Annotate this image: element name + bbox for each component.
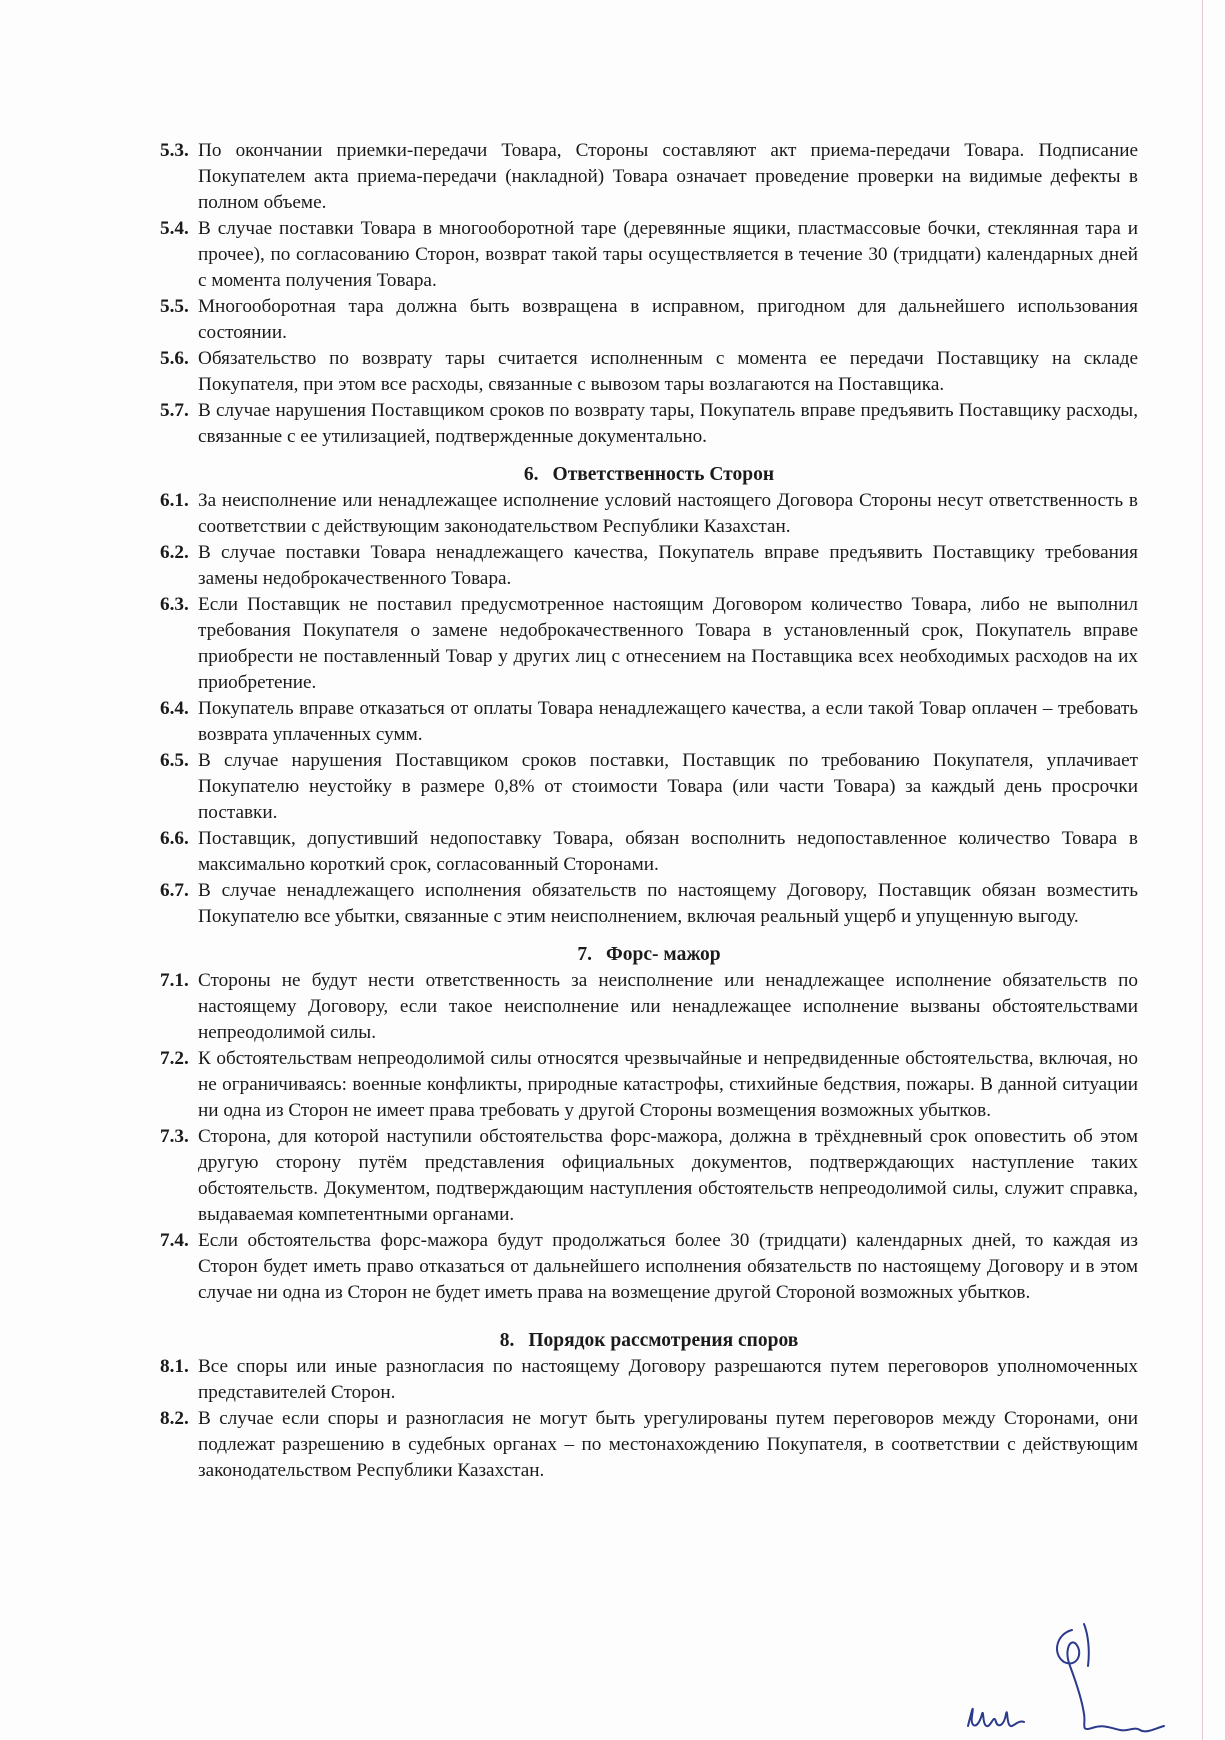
clause-text: Стороны не будут нести ответственность за неисполнение или ненадлежащее исполнение обязательств по настоящему Договору, если такое неисполнение или ненадлежащее исполнение вызваны обстоятельствами непреодолимой силы. <box>198 970 1138 1043</box>
clause-6-4 <box>160 696 1138 748</box>
clause-number: 5.5. <box>160 296 189 317</box>
section-number: 8. <box>499 1330 515 1351</box>
clause-6-5 <box>160 748 1138 826</box>
clause-8-2 <box>160 1406 1138 1484</box>
section-8-clauses <box>160 1354 1138 1484</box>
section-number: 6. <box>523 464 539 485</box>
handwritten-signatures <box>960 1610 1200 1740</box>
clause-6-1 <box>160 488 1138 540</box>
clause-text: По окончании приемки-передачи Товара, Стороны составляют акт приема-передачи Товара. Подписание Покупателем акта приема-передачи (накладной) Товара означает проведение проверки на видимые дефекты в полном объеме. <box>198 140 1138 213</box>
section-6-clauses <box>160 488 1138 930</box>
clause-8-1 <box>160 1354 1138 1406</box>
clause-number: 6.3. <box>160 594 189 615</box>
section-7-clauses <box>160 968 1138 1306</box>
clause-text: Сторона, для которой наступили обстоятельства форс-мажора, должна в трёхдневный срок оповестить об этом другую сторону путём представления официальных документов, подтверждающих наступление таких обстоятельств. Документом, подтверждающим наступления обстоятельств непреодолимой силы, служит справка, выдаваемая компетентными органами. <box>198 1126 1138 1225</box>
margin-line <box>1202 0 1203 1740</box>
signature-left <box>968 1709 1024 1726</box>
section-number: 7. <box>577 944 593 965</box>
section-title: Порядок рассмотрения споров <box>528 1330 799 1351</box>
clause-number: 7.2. <box>160 1048 189 1069</box>
clause-5-3 <box>160 138 1138 216</box>
clause-number: 6.7. <box>160 880 189 901</box>
clause-number: 7.4. <box>160 1230 189 1251</box>
section-title: Форс- мажор <box>606 944 721 965</box>
section-6-heading <box>160 462 1138 488</box>
section-7-heading <box>160 942 1138 968</box>
clause-number: 7.3. <box>160 1126 189 1147</box>
clause-7-3 <box>160 1124 1138 1228</box>
section-title: Ответственность Сторон <box>552 464 775 485</box>
clause-text: Если обстоятельства форс-мажора будут продолжаться более 30 (тридцати) календарных дней, то каждая из Сторон будет иметь право отказаться от дальнейшего исполнения обязательств по настоящему Договору и в этом случае ни одна из Сторон не будет иметь права на возмещение другой Стороной возможных убытков. <box>198 1230 1138 1303</box>
section-8-heading <box>160 1328 1138 1354</box>
clause-number: 6.6. <box>160 828 189 849</box>
clause-text: В случае ненадлежащего исполнения обязательств по настоящему Договору, Поставщик обязан возместить Покупателю все убытки, связанные с этим неисполнением, включая реальный ущерб и упущенную выгоду. <box>198 880 1138 927</box>
clause-number: 5.7. <box>160 400 189 421</box>
clause-5-6 <box>160 346 1138 398</box>
clause-number: 5.4. <box>160 218 189 239</box>
clause-text: Обязательство по возврату тары считается исполненным с момента ее передачи Поставщику на складе Покупателя, при этом все расходы, связанные с вывозом тары возлагаются на Поставщика. <box>198 348 1138 395</box>
clause-6-3 <box>160 592 1138 696</box>
clause-number: 6.1. <box>160 490 189 511</box>
clause-text: Поставщик, допустивший недопоставку Товара, обязан восполнить недопоставленное количество Товара в максимально короткий срок, согласованный Сторонами. <box>198 828 1138 875</box>
clause-number: 7.1. <box>160 970 189 991</box>
clause-number: 8.1. <box>160 1356 189 1377</box>
clause-text: В случае поставки Товара ненадлежащего качества, Покупатель вправе предъявить Поставщику требования замены недоброкачественного Товара. <box>198 542 1138 589</box>
clause-5-7 <box>160 398 1138 450</box>
clause-6-6 <box>160 826 1138 878</box>
clause-text: В случае нарушения Поставщиком сроков по возврату тары, Покупатель вправе предъявить Поставщику расходы, связанные с ее утилизацией, подтвержденные документально. <box>198 400 1138 447</box>
clause-number: 6.4. <box>160 698 189 719</box>
clause-6-7 <box>160 878 1138 930</box>
clause-7-2 <box>160 1046 1138 1124</box>
clause-5-5 <box>160 294 1138 346</box>
clause-text: В случае если споры и разногласия не могут быть урегулированы путем переговоров между Сторонами, они подлежат разрешению в судебных органах – по местонахождению Покупателя, в соответствии с действующим законодательством Республики Казахстан. <box>198 1408 1138 1481</box>
clause-number: 5.3. <box>160 140 189 161</box>
clause-number: 6.2. <box>160 542 189 563</box>
clause-number: 8.2. <box>160 1408 189 1429</box>
clause-text: В случае нарушения Поставщиком сроков поставки, Поставщик по требованию Покупателя, уплачивает Покупателю неустойку в размере 0,8% от стоимости Товара (или части Товара) за каждый день просрочки поставки. <box>198 750 1138 823</box>
clause-text: Покупатель вправе отказаться от оплаты Товара ненадлежащего качества, а если такой Товар оплачен – требовать возврата уплаченных сумм. <box>198 698 1138 745</box>
clause-text: Многооборотная тара должна быть возвращена в исправном, пригодном для дальнейшего использования состоянии. <box>198 296 1138 343</box>
clause-number: 5.6. <box>160 348 189 369</box>
clause-text: За неисполнение или ненадлежащее исполнение условий настоящего Договора Стороны несут ответственность в соответствии с действующим законодательством Республики Казахстан. <box>198 490 1138 537</box>
clause-text: К обстоятельствам непреодолимой силы относятся чрезвычайные и непредвиденные обстоятельства, включая, но не ограничиваясь: военные конфликты, природные катастрофы, стихийные бедствия, пожары. В данной ситуации ни одна из Сторон не имеет права требовать у другой Стороны возмещения возможных убытков. <box>198 1048 1138 1121</box>
clause-number: 6.5. <box>160 750 189 771</box>
clause-text: Если Поставщик не поставил предусмотренное настоящим Договором количество Товара, либо не выполнил требования Покупателя о замене недоброкачественного Товара в установленный срок, Покупатель вправе приобрести не поставленный Товар у других лиц с отнесением на Поставщика всех необходимых расходов на их приобретение. <box>198 594 1138 693</box>
document-body <box>160 138 1138 1484</box>
clause-text: Все споры или иные разногласия по настоящему Договору разрешаются путем переговоров уполномоченных представителей Сторон. <box>198 1356 1138 1403</box>
clause-6-2 <box>160 540 1138 592</box>
section-5-clauses <box>160 138 1138 450</box>
clause-7-1 <box>160 968 1138 1046</box>
clause-5-4 <box>160 216 1138 294</box>
signature-right <box>1057 1630 1164 1731</box>
clause-7-4 <box>160 1228 1138 1306</box>
clause-text: В случае поставки Товара в многооборотной таре (деревянные ящики, пластмассовые бочки, стеклянная тара и прочее), по согласованию Сторон, возврат такой тары осуществляется в течение 30 (тридцати) календарных дней с момента получения Товара. <box>198 218 1138 291</box>
